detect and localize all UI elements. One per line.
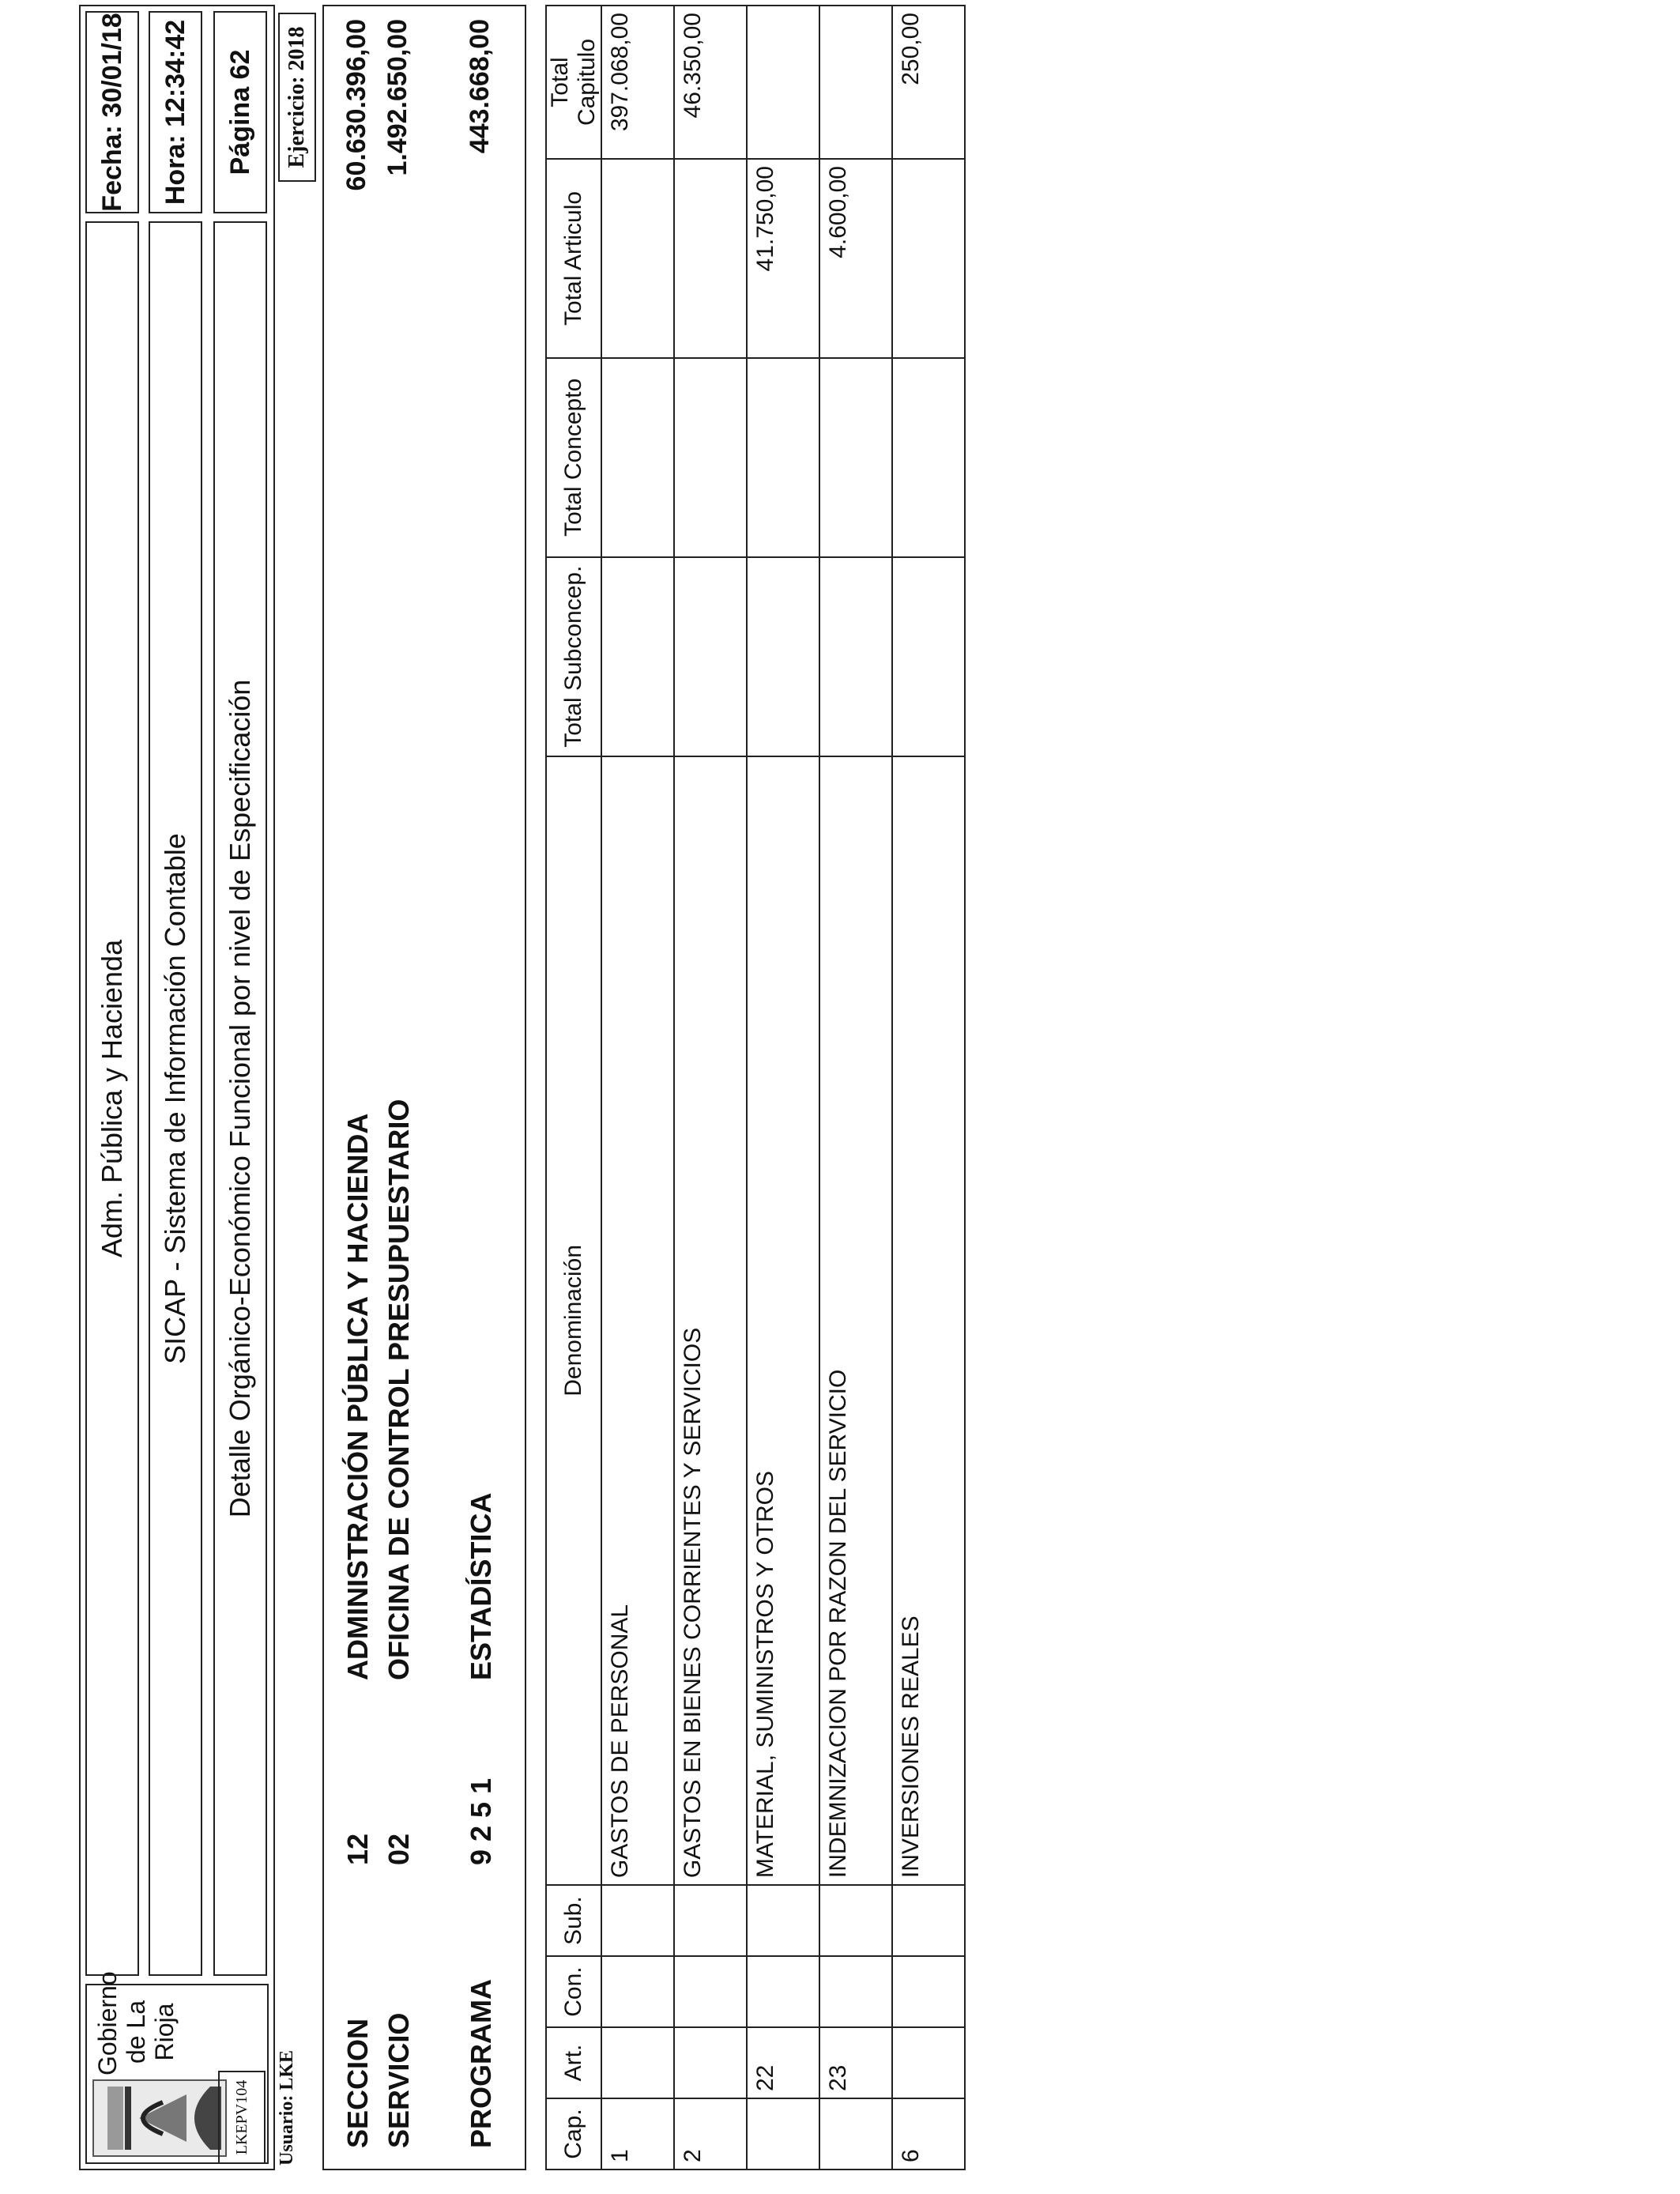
budget-detail-table xyxy=(545,5,966,2170)
report-time: Hora: 12:34:42 xyxy=(160,19,190,205)
cell-total-articulo xyxy=(601,159,674,358)
date-box xyxy=(85,11,139,213)
cell-cap: 2 xyxy=(674,2098,747,2169)
fiscal-year: Ejercicio: 2018 xyxy=(284,26,309,168)
seccion-amount: 60.630.396,00 xyxy=(341,19,371,191)
government-crest-icon xyxy=(92,2079,228,2158)
column-header-art: Art. xyxy=(546,2027,601,2098)
time-box xyxy=(149,11,202,213)
cell-art xyxy=(892,2027,965,2098)
table-row xyxy=(892,6,965,2169)
cell-denominacion: MATERIAL, SUMINISTROS Y OTROS xyxy=(747,756,819,1885)
report-system-subtitle: SICAP - Sistema de Información Contable xyxy=(159,833,191,1364)
programa-label: PROGRAMA xyxy=(465,1979,497,2148)
cell-sub xyxy=(819,1885,892,1956)
cell-sub xyxy=(674,1885,747,1956)
cell-sub xyxy=(747,1885,819,1956)
cell-total-articulo: 4.600,00 xyxy=(819,159,892,358)
cell-art xyxy=(674,2027,747,2098)
budget-info-section xyxy=(322,5,526,2170)
cell-total-concepto xyxy=(747,358,819,557)
column-header-total-subconcep: Total Subconcep. xyxy=(546,557,601,756)
cell-con xyxy=(747,1956,819,2027)
subtitle-box xyxy=(149,221,202,1976)
cell-art: 23 xyxy=(819,2027,892,2098)
table-row xyxy=(674,6,747,2169)
cell-total-articulo xyxy=(892,159,965,358)
fiscal-year-box xyxy=(278,13,316,182)
cell-total-capitulo: 397.068,00 xyxy=(601,6,674,159)
cell-denominacion: INVERSIONES REALES xyxy=(892,756,965,1885)
cell-con xyxy=(601,1956,674,2027)
cell-cap xyxy=(819,2098,892,2169)
cell-total-subconcep xyxy=(601,557,674,756)
column-header-denominacion: Denominación xyxy=(546,756,601,1885)
cell-con xyxy=(892,1956,965,2027)
report-org-title: Adm. Pública y Hacienda xyxy=(96,939,128,1258)
report-date: Fecha: 30/01/18 xyxy=(96,13,127,212)
column-header-con: Con. xyxy=(546,1956,601,2027)
servicio-label: SERVICIO xyxy=(382,2012,415,2148)
user-label: Usuario: LKE xyxy=(277,2049,297,2166)
cell-total-articulo xyxy=(674,159,747,358)
column-header-cap: Cap. xyxy=(546,2098,601,2169)
cell-con xyxy=(819,1956,892,2027)
cell-denominacion: INDEMNIZACION POR RAZON DEL SERVICIO xyxy=(819,756,892,1885)
logo-name-line-3: Rioja xyxy=(150,2003,179,2061)
table-row xyxy=(601,6,674,2169)
report-code-box xyxy=(218,2071,266,2164)
logo-name-line-2: de La xyxy=(122,2000,150,2064)
servicio-code: 02 xyxy=(382,1833,415,1865)
cell-con xyxy=(674,1956,747,2027)
column-header-total-articulo: Total Articulo xyxy=(546,159,601,358)
cell-total-concepto xyxy=(819,358,892,557)
cell-total-subconcep xyxy=(892,557,965,756)
cell-total-capitulo: 46.350,00 xyxy=(674,6,747,159)
column-header-total-capitulo: Total Capitulo xyxy=(546,6,601,159)
cell-total-articulo: 41.750,00 xyxy=(747,159,819,358)
logo-name-line-1: Gobierno xyxy=(93,1971,122,2075)
servicio-name: OFICINA DE CONTROL PRESUPUESTARIO xyxy=(382,1099,415,1680)
report-title: Detalle Orgánico-Económico Funcional por nivel de Especificación xyxy=(224,679,256,1518)
servicio-amount: 1.492.650,00 xyxy=(382,19,412,176)
cell-sub xyxy=(601,1885,674,1956)
cell-total-concepto xyxy=(601,358,674,557)
column-header-total-concepto: Total Concepto xyxy=(546,358,601,557)
cell-total-concepto xyxy=(674,358,747,557)
column-header-sub: Sub. xyxy=(546,1885,601,1956)
cell-cap: 1 xyxy=(601,2098,674,2169)
table-row xyxy=(747,6,819,2169)
report-code: LKEPV104 xyxy=(232,2079,250,2155)
cell-total-subconcep xyxy=(674,557,747,756)
cell-denominacion: GASTOS EN BIENES CORRIENTES Y SERVICIOS xyxy=(674,756,747,1885)
cell-total-capitulo: 250,00 xyxy=(892,6,965,159)
table-row xyxy=(819,6,892,2169)
cell-art xyxy=(601,2027,674,2098)
table-header-row xyxy=(546,6,601,2169)
cell-art: 22 xyxy=(747,2027,819,2098)
title-box xyxy=(85,221,139,1976)
cell-total-subconcep xyxy=(819,557,892,756)
cell-total-concepto xyxy=(892,358,965,557)
page-box xyxy=(213,11,267,213)
programa-amount: 443.668,00 xyxy=(465,19,495,154)
cell-sub xyxy=(892,1885,965,1956)
seccion-label: SECCION xyxy=(341,2018,374,2148)
seccion-name: ADMINISTRACIÓN PÚBLICA Y HACIENDA xyxy=(341,1113,374,1680)
cell-denominacion: GASTOS DE PERSONAL xyxy=(601,756,674,1885)
report-title-box xyxy=(213,221,267,1976)
cell-total-capitulo xyxy=(747,6,819,159)
programa-code: 9 2 5 1 xyxy=(465,1777,497,1865)
cell-total-capitulo xyxy=(819,6,892,159)
cell-cap xyxy=(747,2098,819,2169)
cell-total-subconcep xyxy=(747,557,819,756)
cell-cap: 6 xyxy=(892,2098,965,2169)
programa-name: ESTADÍSTICA xyxy=(465,1492,497,1680)
seccion-code: 12 xyxy=(341,1833,374,1865)
page-number: Página 62 xyxy=(224,49,255,175)
